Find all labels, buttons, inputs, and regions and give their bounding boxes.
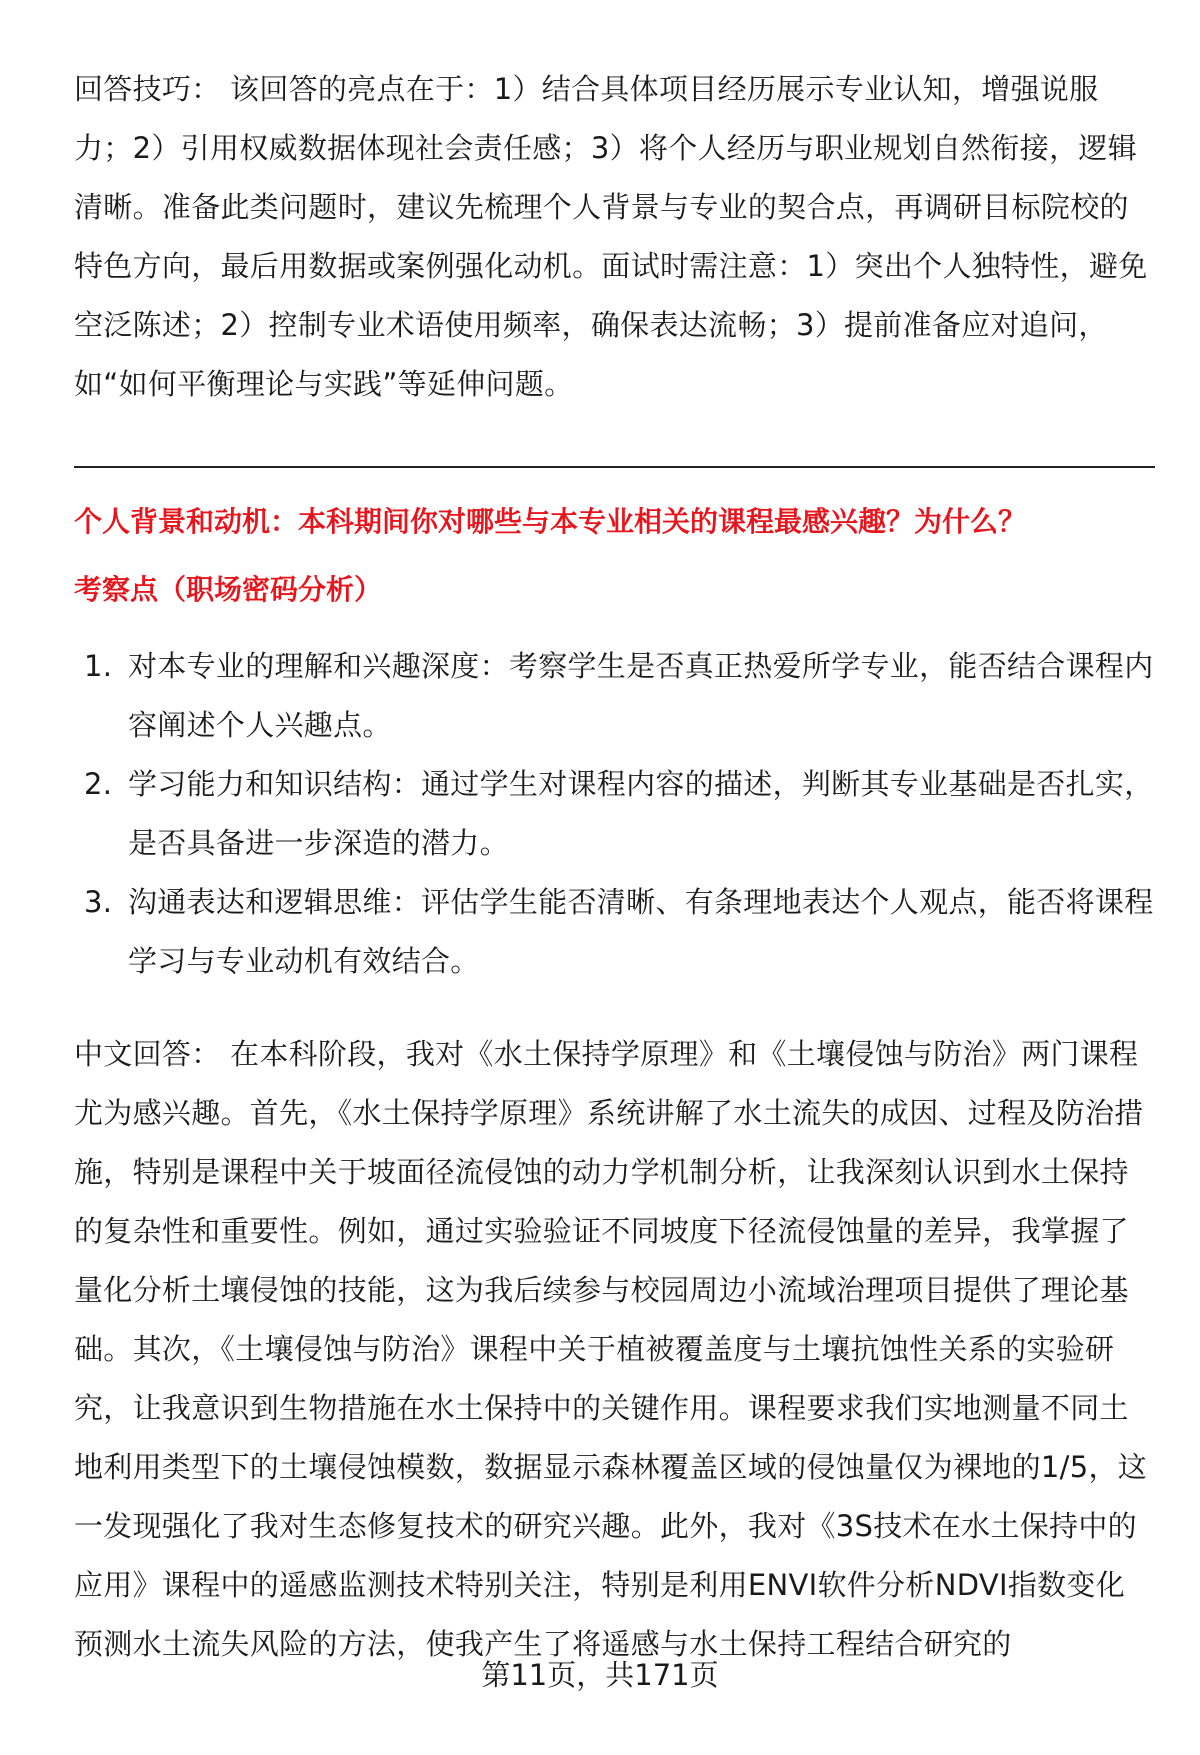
page-number: 第11页，共171页 xyxy=(481,1658,719,1692)
evaluation-list xyxy=(84,637,1159,991)
list-item-text: 学习能力和知识结构：通过学生对课程内容的描述，判断其专业基础是否扎实，是否具备进一步深造的潜力。 xyxy=(128,767,1154,860)
chinese-answer-paragraph: 中文回答： 在本科阶段，我对《水土保持学原理》和《土壤侵蚀与防治》两门课程尤为感兴趣。首先，《水土保持学原理》系统讲解了水土流失的成因、过程及防治措施，特别是课程中关于坡面径流侵蚀的动力学机制分析，让我深刻认识到水土保持的复杂性和重要性。例如，通过实验验证不同坡度下径流侵蚀量的差异，我掌握了量化分析土壤侵蚀的技能，这为我后续参与校园周边小流域治理项目提供了理论基础。其次，《土壤侵蚀与防治》课程中关于植被覆盖度与土壤抗蚀性关系的实验研究，让我意识到生物措施在水土保持中的关键作用。课程要求我们实地测量不同土地利用类型下的土壤侵蚀模数，数据显示森林覆盖区域的侵蚀量仅为裸地的1/5，这一发现强化了我对生态修复技术的研究兴趣。此外，我对《3S技术在水土保持中的应用》课程中的遥感监测技术特别关注，特别是利用ENVI软件分析NDVI指数变化预测水土流失风险的方法，使我产生了将遥感与水土保持工程结合研究的 xyxy=(74,1037,1148,1661)
list-item-number: 2. xyxy=(84,767,113,801)
evaluation-heading: 考察点（职场密码分析） xyxy=(74,573,383,606)
list-item xyxy=(84,755,1159,873)
list-item xyxy=(84,637,1159,755)
list-item-number: 1. xyxy=(84,649,113,683)
answer-tips-paragraph: 回答技巧： 该回答的亮点在于：1）结合具体项目经历展示专业认知，增强说服力；2）引用权威数据体现社会责任感；3）将个人经历与职业规划自然衔接，逻辑清晰。准备此类问题时，建议先梳理个人背景与专业的契合点，再调研目标院校的特色方向，最后用数据或案例强化动机。面试时需注意：1）突出个人独特性，避免空泛陈述；2）控制专业术语使用频率，确保表达流畅；3）提前准备应对追问，如“如何平衡理论与实践”等延伸问题。 xyxy=(74,72,1148,401)
section-divider xyxy=(74,466,1155,468)
list-item-text: 对本专业的理解和兴趣深度：考察学生是否真正热爱所学专业，能否结合课程内容阐述个人兴趣点。 xyxy=(128,649,1154,742)
list-item-text: 沟通表达和逻辑思维：评估学生能否清晰、有条理地表达个人观点，能否将课程学习与专业动机有效结合。 xyxy=(128,885,1154,978)
list-item xyxy=(84,873,1159,991)
question-heading: 个人背景和动机：本科期间你对哪些与本专业相关的课程最感兴趣？为什么？ xyxy=(74,505,1027,538)
list-item-number: 3. xyxy=(84,885,113,919)
